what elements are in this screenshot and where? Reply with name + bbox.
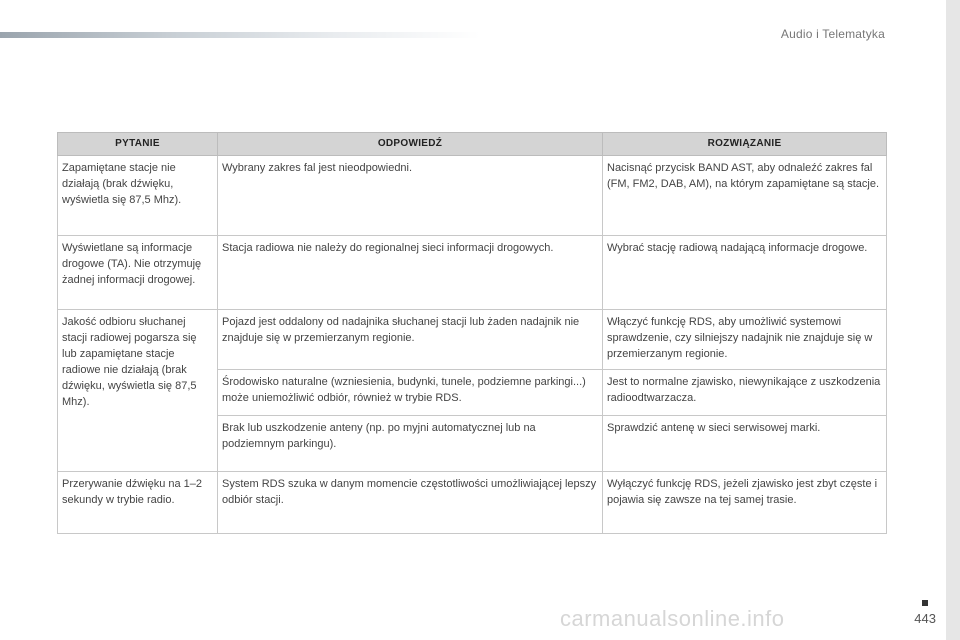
answer-cell: Środowisko naturalne (wzniesienia, budynki, tunele, podziemne parkingi...) może uniemożliwić odbiór, również w trybie RDS. — [218, 370, 603, 416]
watermark-text: carmanualsonline.info — [560, 606, 785, 631]
column-header-answer: ODPOWIEDŹ — [218, 133, 603, 156]
faq-table — [57, 132, 887, 534]
solution-cell: Wyłączyć funkcję RDS, jeżeli zjawisko jest zbyt częste i pojawia się zawsze na tej samej trasie. — [603, 472, 887, 534]
question-cell: Wyświetlane są informacje drogowe (TA). Nie otrzymuję żadnej informacji drogowej. — [58, 236, 218, 310]
solution-cell: Włączyć funkcję RDS, aby umożliwić systemowi sprawdzenie, czy silniejszy nadajnik nie znajduje się w przemierzanym regionie. — [603, 310, 887, 370]
section-title: Audio i Telematyka — [780, 27, 885, 41]
page-edge-strip — [946, 0, 960, 640]
column-header-question: PYTANIE — [58, 133, 218, 156]
table-row — [58, 156, 887, 236]
answer-cell: Brak lub uszkodzenie anteny (np. po myjni automatycznej lub na podziemnym parkingu). — [218, 416, 603, 472]
answer-cell: Stacja radiowa nie należy do regionalnej sieci informacji drogowych. — [218, 236, 603, 310]
header-accent-bar — [0, 32, 480, 38]
answer-cell: System RDS szuka w danym momencie częstotliwości umożliwiającej lepszy odbiór stacji. — [218, 472, 603, 534]
answer-cell: Wybrany zakres fal jest nieodpowiedni. — [218, 156, 603, 236]
solution-cell: Wybrać stację radiową nadającą informacje drogowe. — [603, 236, 887, 310]
table-row — [58, 472, 887, 534]
question-cell: Przerywanie dźwięku na 1–2 sekundy w trybie radio. — [58, 472, 218, 534]
table-row — [58, 310, 887, 370]
question-cell: Zapamiętane stacje nie działają (brak dźwięku, wyświetla się 87,5 Mhz). — [58, 156, 218, 236]
solution-cell: Sprawdzić antenę w sieci serwisowej marki. — [603, 416, 887, 472]
question-cell: Jakość odbioru słuchanej stacji radiowej pogarsza się lub zapamiętane stacje radiowe nie działają (brak dźwięku, wyświetla się 87,5 Mhz). — [58, 310, 218, 472]
table-header-row — [58, 133, 887, 156]
column-header-solution: ROZWIĄZANIE — [603, 133, 887, 156]
solution-cell: Jest to normalne zjawisko, niewynikające z uszkodzenia radioodtwarzacza. — [603, 370, 887, 416]
page-marker-square — [922, 600, 928, 606]
answer-cell: Pojazd jest oddalony od nadajnika słuchanej stacji lub żaden nadajnik nie znajduje się w przemierzanym regionie. — [218, 310, 603, 370]
page-number: 443 — [914, 611, 936, 626]
table-row — [58, 236, 887, 310]
solution-cell: Nacisnąć przycisk BAND AST, aby odnaleźć zakres fal (FM, FM2, DAB, AM), na którym zapamiętane są stacje. — [603, 156, 887, 236]
